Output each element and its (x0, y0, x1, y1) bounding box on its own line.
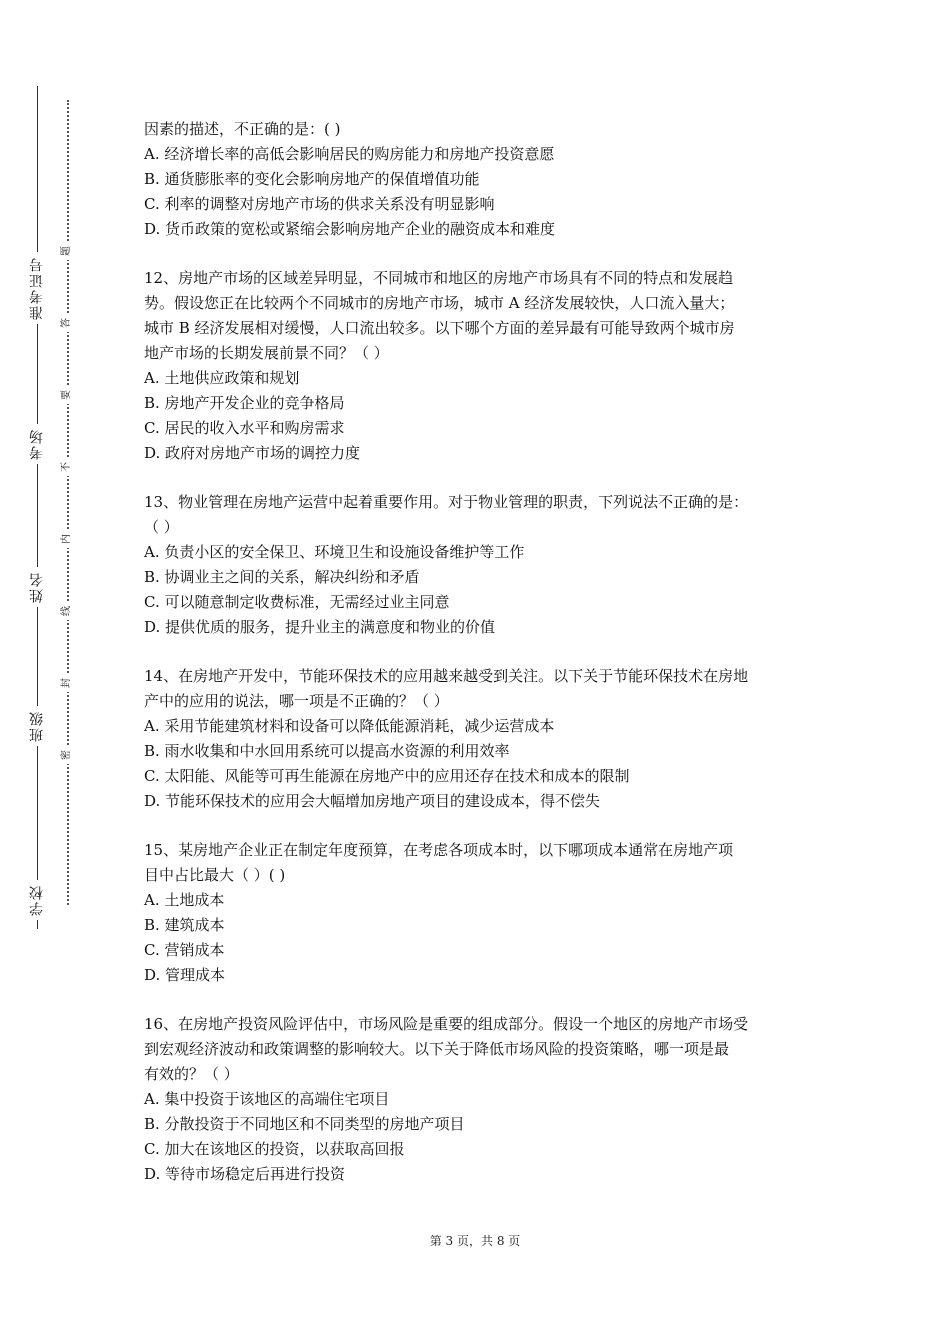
label-school: 学校 (22, 880, 52, 920)
option-b: B. 房地产开发企业的竞争格局 (144, 394, 345, 412)
option-a: A. 负责小区的安全保卫、环境卫生和设施设备维护等工作 (144, 543, 525, 561)
option-a: A. 采用节能建筑材料和设备可以降低能源消耗，减少运营成本 (144, 717, 555, 735)
question-text: 14、在房地产开发中，节能环保技术的应用越来越受到关注。以下关于节能环保技术在房地 (144, 667, 749, 685)
option-d: D. 货币政策的宽松或紧缩会影响房地产企业的融资成本和难度 (144, 220, 556, 238)
option-d: D. 等待市场稳定后再进行投资 (144, 1165, 346, 1183)
question-11-continued (144, 117, 814, 242)
seal-char: 密 (58, 746, 76, 764)
question-text: 目中占比最大（ ）( ) (144, 866, 286, 884)
question-text: 城市 B 经济发展相对缓慢，人口流出较多。以下哪个方面的差异最有可能导致两个城市房 (144, 319, 735, 337)
option-d: D. 提供优质的服务，提升业主的满意度和物业的价值 (144, 618, 496, 636)
binding-margin (0, 0, 110, 1344)
option-c: C. 利率的调整对房地产市场的供求关系没有明显影响 (144, 195, 495, 213)
question-text: 势。假设您正在比较两个不同城市的房地产市场，城市 A 经济发展较快，人口流入量大； (144, 294, 735, 312)
option-d: D. 政府对房地产市场的调控力度 (144, 444, 361, 462)
option-a: A. 土地供应政策和规划 (144, 369, 300, 387)
option-b: B. 雨水收集和中水回用系统可以提高水资源的利用效率 (144, 742, 510, 760)
exam-content (144, 117, 814, 1211)
seal-char: 题 (58, 242, 76, 260)
question-text: 16、在房地产投资风险评估中，市场风险是重要的组成部分。假设一个地区的房地产市场受 (144, 1015, 749, 1033)
question-text: 13、物业管理在房地产运营中起着重要作用。对于物业管理的职责，下列说法不正确的是： (144, 493, 749, 511)
seal-char: 要 (58, 386, 76, 404)
label-name: 姓名 (22, 567, 52, 607)
option-c: C. 可以随意制定收费标准，无需经过业主同意 (144, 593, 450, 611)
seal-char: 答 (58, 314, 76, 332)
label-exam-room: 考场 (22, 424, 52, 464)
question-text: 12、房地产市场的区域差异明显，不同城市和地区的房地产市场具有不同的特点和发展趋 (144, 269, 734, 287)
question-text: （ ） (144, 518, 179, 536)
option-d: D. 管理成本 (144, 966, 226, 984)
option-a: A. 经济增长率的高低会影响居民的购房能力和房地产投资意愿 (144, 145, 555, 163)
option-c: C. 居民的收入水平和购房需求 (144, 419, 345, 437)
option-b: B. 协调业主之间的关系，解决纠纷和矛盾 (144, 568, 420, 586)
option-c: C. 太阳能、风能等可再生能源在房地产中的应用还存在技术和成本的限制 (144, 767, 630, 785)
option-c: C. 加大在该地区的投资，以获取高回报 (144, 1140, 405, 1158)
seal-char: 线 (58, 602, 76, 620)
label-ticket-number: 准考证号 (22, 252, 52, 324)
question-text: 到宏观经济波动和政策调整的影响较大。以下关于降低市场风险的投资策略，哪一项是最 (144, 1040, 730, 1058)
label-class: 班级 (22, 706, 52, 746)
seal-char: 封 (58, 674, 76, 692)
question-16 (144, 1012, 814, 1187)
binding-solid-line (37, 86, 38, 929)
question-text: 地产市场的长期发展前景不同？（ ） (144, 344, 389, 362)
option-c: C. 营销成本 (144, 941, 225, 959)
question-text: 15、某房地产企业正在制定年度预算，在考虑各项成本时，以下哪项成本通常在房地产项 (144, 841, 734, 859)
question-12 (144, 266, 814, 466)
option-b: B. 建筑成本 (144, 916, 225, 934)
seal-char: 不 (58, 458, 76, 476)
question-text: 有效的？（ ） (144, 1065, 239, 1083)
question-text: 产中的应用的说法，哪一项是不正确的？（ ） (144, 692, 449, 710)
question-text: 因素的描述，不正确的是：( ) (144, 120, 341, 138)
question-13 (144, 490, 814, 640)
option-b: B. 通货膨胀率的变化会影响房地产的保值增值功能 (144, 170, 480, 188)
seal-char: 内 (58, 530, 76, 548)
option-b: B. 分散投资于不同地区和不同类型的房地产项目 (144, 1115, 465, 1133)
question-15 (144, 838, 814, 988)
option-d: D. 节能环保技术的应用会大幅增加房地产项目的建设成本，得不偿失 (144, 792, 601, 810)
question-14 (144, 664, 814, 814)
page-number: 第 3 页，共 8 页 (429, 1234, 521, 1248)
option-a: A. 集中投资于该地区的高端住宅项目 (144, 1090, 390, 1108)
seal-dotted-line (67, 100, 69, 905)
option-a: A. 土地成本 (144, 891, 225, 909)
